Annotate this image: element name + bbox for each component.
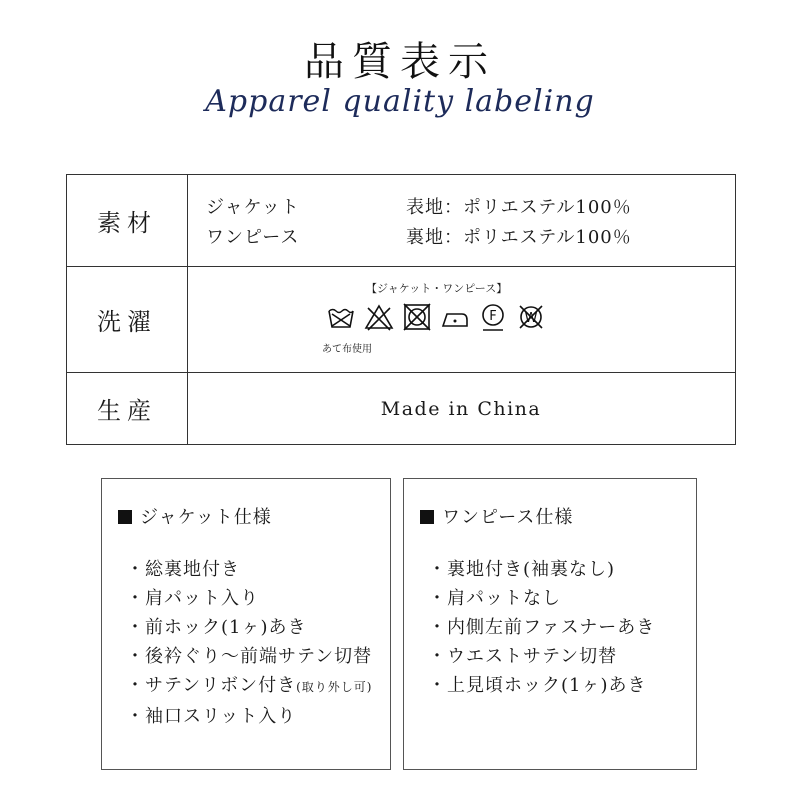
ribbon-note: (取り外し可) <box>296 680 373 694</box>
jacket-spec-box <box>101 478 391 770</box>
list-item: ・内側左前ファスナーあき <box>428 617 656 638</box>
list-item: ・ウエストサテン切替 <box>428 646 618 667</box>
material-content <box>188 175 736 267</box>
material-item-name: ジャケット <box>206 196 300 218</box>
square-bullet-icon <box>118 510 132 524</box>
jacket-spec-list <box>118 555 390 731</box>
washing-label: 洗濯 <box>67 267 188 373</box>
care-icons <box>326 302 546 332</box>
origin-label: 生産 <box>67 373 188 445</box>
list-item: ・肩パットなし <box>428 588 561 609</box>
svg-text:W: W <box>524 310 538 326</box>
page-title: 品質表示 <box>304 39 496 85</box>
no-bleach-icon <box>364 302 394 332</box>
svg-text:F: F <box>489 308 497 324</box>
list-item: ・肩パット入り <box>126 588 259 609</box>
list-item: ・袖口スリット入り <box>126 706 297 727</box>
list-item: ・後衿ぐり～前端サテン切替 <box>126 646 373 667</box>
material-label: 素材 <box>67 175 188 267</box>
page-subtitle: Apparel quality labeling <box>205 84 595 119</box>
list-item: ・裏地付き(袖裏なし) <box>428 559 616 580</box>
material-row <box>67 175 736 267</box>
material-item-value: 表地：ポリエステル100％ <box>406 196 632 218</box>
hand-wash-icon <box>326 302 356 332</box>
dress-spec-box <box>403 478 697 770</box>
dress-spec-heading <box>420 503 696 529</box>
list-item: ・前ホック(1ヶ)あき <box>126 617 307 638</box>
quality-table <box>66 174 736 445</box>
origin-row <box>67 373 736 445</box>
jacket-spec-heading <box>118 503 390 529</box>
dress-spec-title: ワンピース仕様 <box>442 507 574 528</box>
washing-content <box>188 267 736 373</box>
dry-clean-f-icon <box>478 302 508 332</box>
list-item <box>126 671 390 702</box>
list-item-text: ・サテンリボン付き <box>126 675 297 696</box>
no-wet-clean-icon <box>516 302 546 332</box>
no-tumble-dry-icon <box>402 302 432 332</box>
washing-note: あて布使用 <box>322 343 372 355</box>
material-item-name: ワンピース <box>206 226 300 248</box>
iron-low-icon <box>440 302 470 332</box>
material-item-value: 裏地：ポリエステル100％ <box>406 226 632 248</box>
origin-value: Made in China <box>188 373 736 445</box>
list-item: ・総裏地付き <box>126 559 240 580</box>
dress-spec-list <box>420 555 696 700</box>
square-bullet-icon <box>420 510 434 524</box>
list-item: ・上見頃ホック(1ヶ)あき <box>428 675 647 696</box>
washing-title: 【ジャケット・ワンピース】 <box>366 281 508 295</box>
washing-row <box>67 267 736 373</box>
jacket-spec-title: ジャケット仕様 <box>140 507 272 528</box>
